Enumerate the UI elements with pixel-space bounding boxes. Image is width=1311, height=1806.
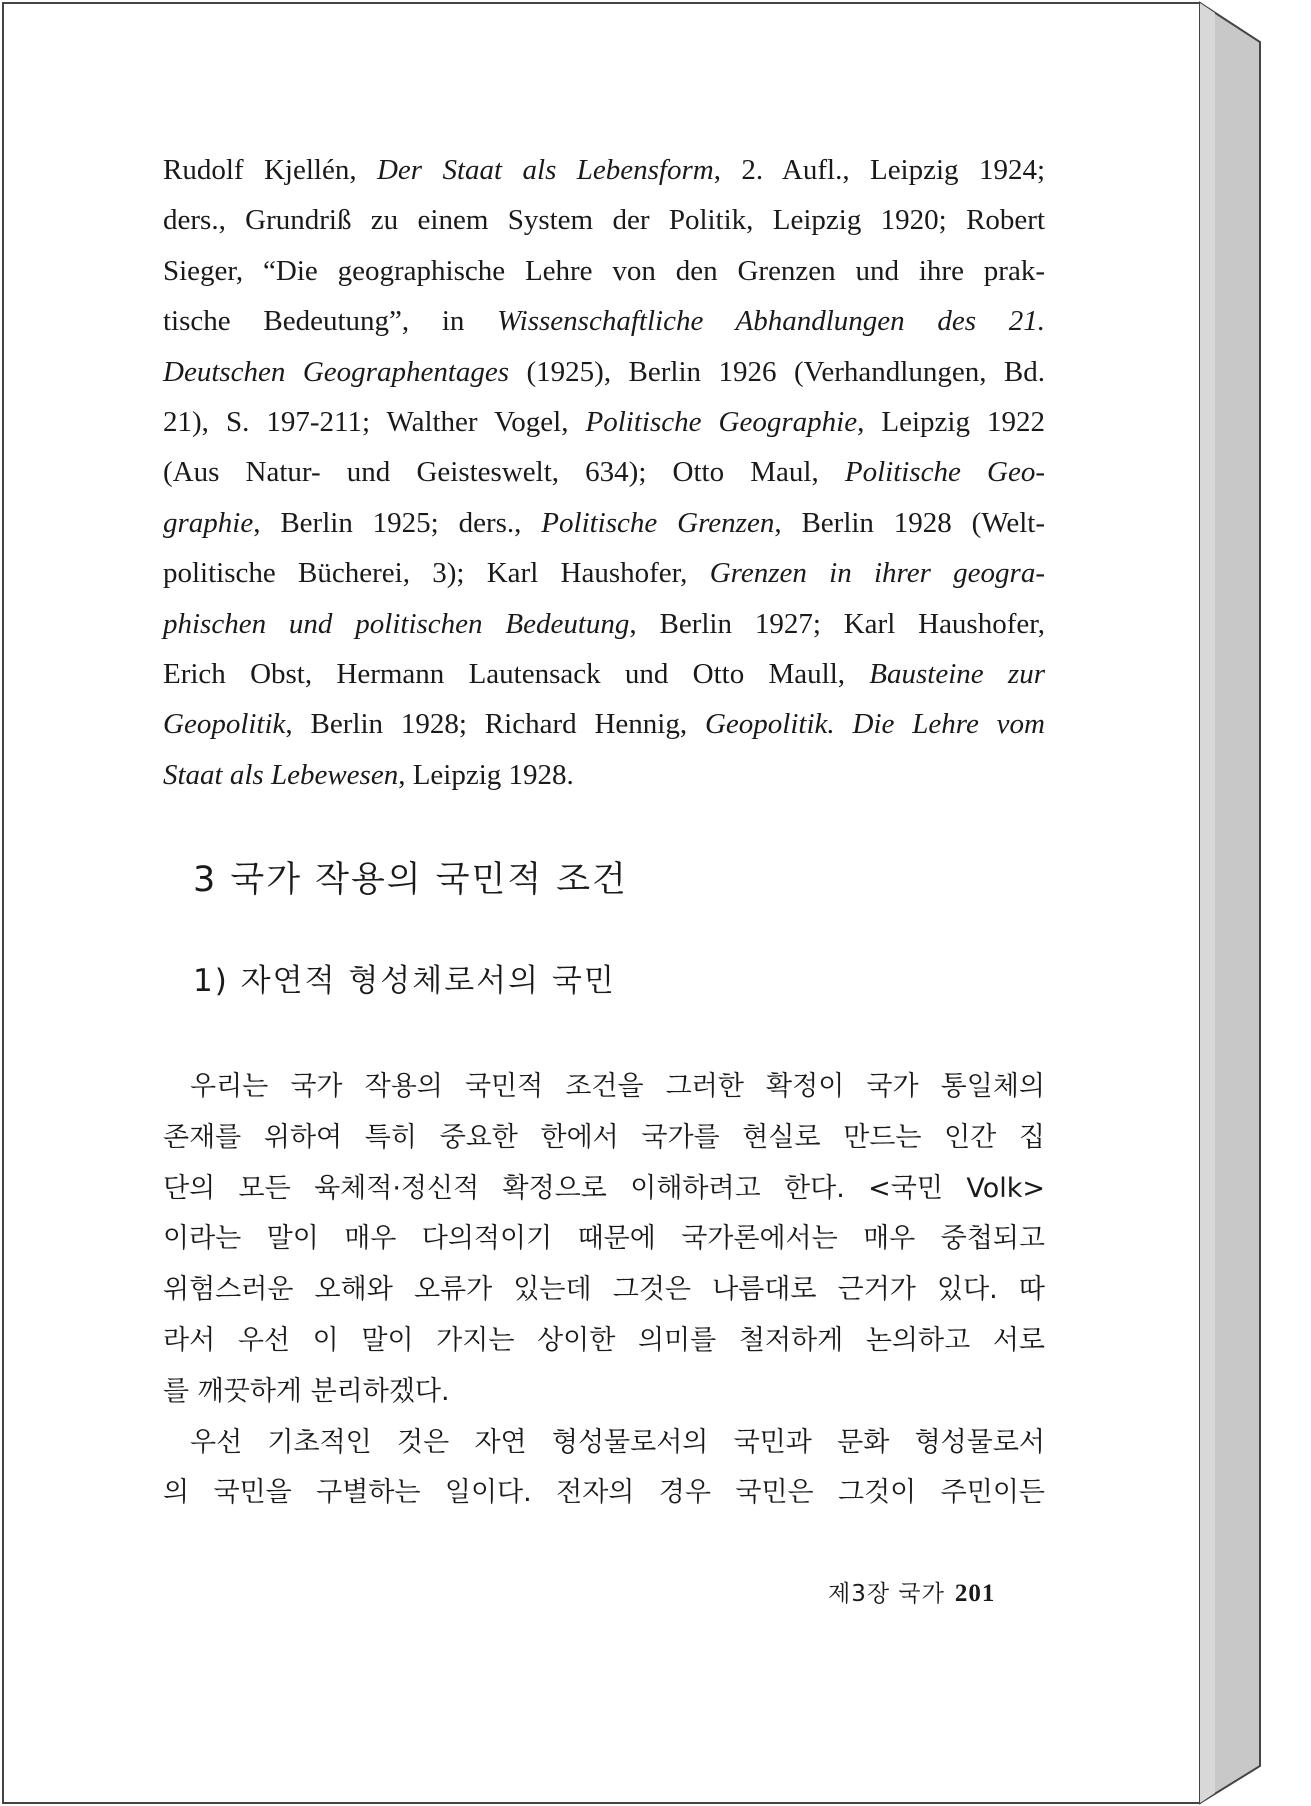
footnote-text: ders., Grundriß zu einem System der Politik, Leipzig 1920; Robert (163, 204, 1045, 237)
body-line: 를 깨끗하게 분리하겠다. (163, 1375, 450, 1407)
footnote-text: Rudolf Kjellén, (163, 154, 377, 186)
footnote-line (163, 548, 1045, 598)
body-line: 라서 우선 이 말이 가지는 상이한 의미를 철저하게 논의하고 서로 (163, 1324, 1045, 1356)
running-footer (828, 1575, 995, 1608)
footnote-text: Erich Obst, Hermann Lautensack und Otto Maull, (163, 658, 870, 691)
footnote-title-text: Wissenschaftliche Abhandlungen des 21. (497, 305, 1045, 338)
footnote-line (163, 599, 1045, 649)
footnote-text: , Berlin 1927; Karl Haushofer, (629, 607, 1045, 640)
footnote-line (163, 246, 1045, 296)
footnote-title-text: phischen und politischen Bedeutung (163, 607, 630, 640)
footnote-title-text: Geopolitik. Die Lehre vom (704, 708, 1045, 741)
footnote-line (163, 397, 1045, 447)
footnote-text: , Berlin 1928 (Welt- (774, 506, 1046, 539)
footnote-title-text: Politische Grenzen (541, 506, 775, 539)
footnote-text: Sieger, “Die geographische Lehre von den Grenzen und ihre prak- (163, 254, 1045, 287)
footnote-title-text: Geopolitik (163, 708, 286, 741)
footnote-line (163, 750, 1045, 800)
footnote-text: , 2. Aufl., Leipzig 1924; (713, 154, 1046, 186)
footnote-line (163, 145, 1045, 195)
footnote-text: politische Bücherei, 3); Karl Haushofer, (163, 557, 710, 590)
page-number: 201 (954, 1580, 996, 1607)
body-line: 이라는 말이 매우 다의적이기 때문에 국가론에서는 매우 중첩되고 (163, 1223, 1045, 1255)
body-line: 의 국민을 구별하는 일이다. 전자의 경우 국민은 그것이 주민이든 (163, 1477, 1045, 1509)
footnote-line (163, 699, 1045, 749)
footnote-line (163, 195, 1045, 245)
body-line: 우선 기초적인 것은 자연 형성물로서의 국민과 문화 형성물로서 (190, 1426, 1045, 1458)
footnote-title-text: Bausteine zur (869, 658, 1046, 691)
body-paragraphs (163, 1062, 1045, 1519)
footnote-line (163, 347, 1045, 397)
section-title: 3 국가 작용의 국민적 조건 (193, 860, 628, 900)
body-line: 단의 모든 육체적·정신적 확정으로 이해하려고 한다. <국민 Volk> (163, 1172, 1045, 1204)
page-content (163, 145, 1046, 1607)
footnote-title-text: Deutschen Geographentages (163, 355, 510, 388)
footnote-line (163, 649, 1045, 699)
book-spine-shade (1200, 3, 1215, 1803)
footnote-line (163, 498, 1045, 548)
footnote-line (163, 296, 1045, 346)
footnote-text: (Aus Natur- und Geisteswelt, 634); Otto Maul, (163, 456, 845, 489)
footnote-title-text: Politische Geo- (844, 456, 1045, 489)
footnote-title-text: graphie (163, 506, 254, 539)
body-line: 위험스러운 오해와 오류가 있는데 그것은 나름대로 근거가 있다. 따 (163, 1274, 1045, 1306)
footnote-text: 21), S. 197-211; Walther Vogel, (163, 406, 586, 439)
footnote-text: , Leipzig 1922 (857, 406, 1045, 439)
footnote-text: , Berlin 1928; Richard Hennig, (285, 708, 705, 741)
body-line: 존재를 위하여 특히 중요한 한에서 국가를 현실로 만드는 인간 집 (163, 1121, 1045, 1153)
footnote-title-text: Politische Geographie (585, 406, 858, 439)
footnote-line (163, 447, 1045, 497)
footnote-title-text: Der Staat als Lebensform (376, 154, 714, 186)
footnote-text: tische Bedeutung”, in (163, 305, 498, 338)
body-line: 우리는 국가 작용의 국민적 조건을 그러한 확정이 국가 통일체의 (190, 1071, 1045, 1102)
footnote-text: , Leipzig 1928. (398, 758, 574, 791)
footnote-title-text: Grenzen in ihrer geogra- (709, 557, 1045, 590)
footnote-text: (1925), Berlin 1926 (Verhandlungen, Bd. (509, 355, 1046, 388)
footnote-references (163, 145, 1045, 800)
footnote-title-text: Staat als Lebewesen (163, 758, 399, 791)
footnote-text: , Berlin 1925; ders., (253, 506, 542, 539)
chapter-label: 제3장 국가 (828, 1581, 945, 1607)
subsection-title: 1) 자연적 형성체로서의 국민 (193, 963, 616, 999)
